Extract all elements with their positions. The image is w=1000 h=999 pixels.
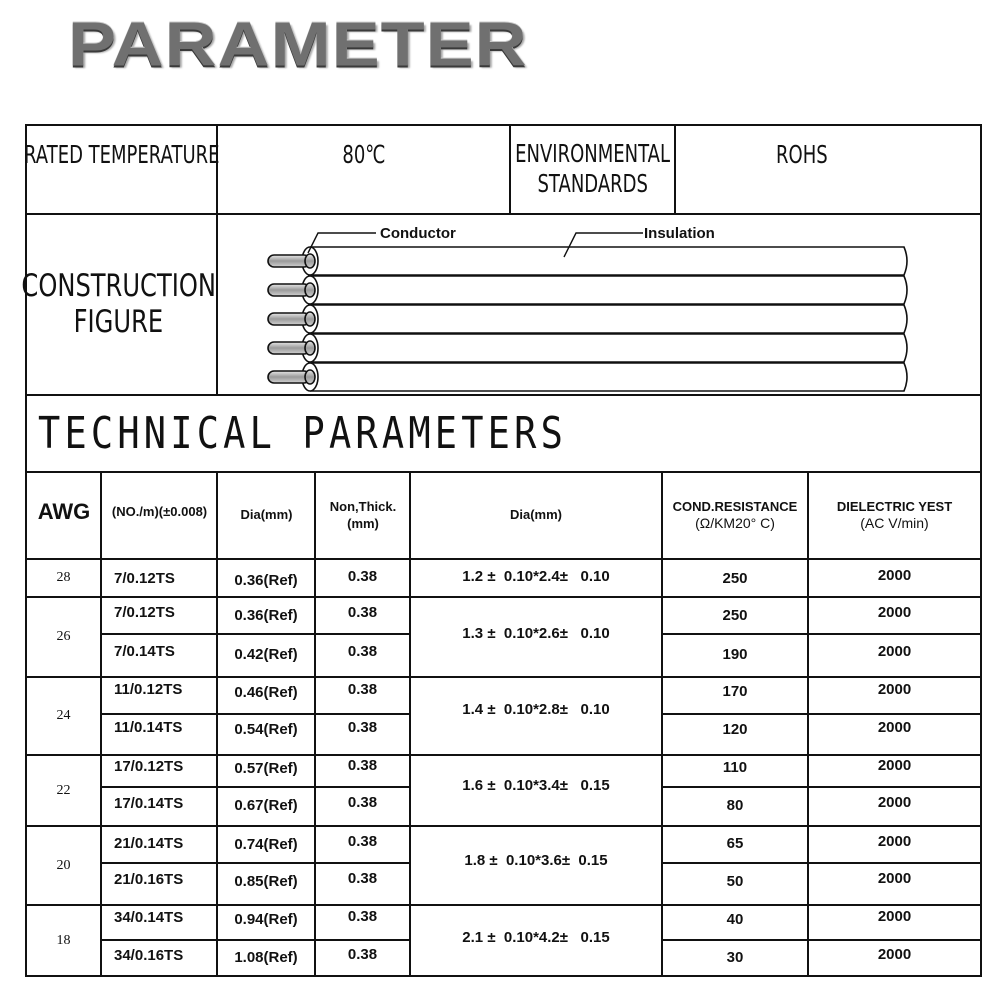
table-row [663, 560, 807, 596]
thickness-value: 0.38 [347, 945, 378, 963]
col-header-thickness [316, 473, 410, 558]
table-row [102, 635, 202, 667]
construction-label-line2: FIGURE [73, 303, 164, 340]
rated-temperature-label [23, 126, 220, 184]
strand-value: 34/0.16TS [114, 946, 184, 964]
overall-dia-cell [411, 906, 661, 968]
dielectric-value: 2000 [877, 642, 912, 660]
overall-dia-value: 1.3 ± 0.10*2.6± 0.10 [462, 624, 610, 642]
dia-value: 0.46(Ref) [234, 683, 298, 701]
dielectric-value: 2000 [877, 566, 912, 584]
table-row [809, 900, 980, 932]
insulation-label: Insulation [644, 225, 715, 242]
thickness-value: 0.38 [347, 603, 378, 621]
table-row [663, 675, 807, 707]
resistance-value: 80 [726, 796, 744, 814]
col-header-awg [27, 473, 101, 551]
dia-value: 0.36(Ref) [234, 606, 298, 624]
overall-dia-value: 2.1 ± 0.10*4.2± 0.15 [462, 928, 610, 946]
resistance-value: 50 [726, 872, 744, 890]
table-row [102, 596, 202, 628]
dia-value: 0.85(Ref) [234, 872, 298, 890]
table-row [218, 903, 314, 935]
strand-value: 11/0.12TS [114, 680, 183, 698]
table-row [218, 941, 314, 973]
table-row [316, 673, 409, 705]
col-header-strand [102, 473, 217, 551]
table-row [218, 752, 314, 784]
awg-cell [27, 598, 100, 676]
table-row [218, 828, 314, 860]
table-row [663, 827, 807, 859]
table-row [218, 789, 314, 821]
table-row [809, 786, 980, 818]
table-row [809, 673, 980, 705]
table-row [663, 751, 807, 783]
dia-header-text: Dia(mm) [240, 507, 293, 523]
table-row [218, 713, 314, 745]
conductor-label: Conductor [380, 225, 456, 242]
resistance-value: 190 [722, 645, 748, 663]
table-row [316, 786, 409, 818]
dia-value: 0.42(Ref) [234, 645, 298, 663]
thickness-value: 0.38 [347, 567, 378, 585]
table-row [663, 637, 807, 671]
wire-5 [268, 363, 907, 391]
dia-value: 0.67(Ref) [234, 796, 298, 814]
page-title: PARAMETER [68, 10, 528, 80]
col-header-dielectric [809, 473, 980, 558]
table-row [809, 596, 980, 628]
resistance-value: 65 [726, 834, 744, 852]
cable-construction-figure [218, 215, 980, 394]
ribbon-cable-drawing [268, 247, 907, 391]
dia-value: 0.94(Ref) [234, 910, 298, 928]
strand-value: 7/0.14TS [114, 642, 175, 660]
table-row [316, 862, 409, 894]
thickness-value: 0.38 [347, 680, 378, 698]
awg-cell [27, 756, 100, 825]
dia-value: 0.54(Ref) [234, 720, 298, 738]
resistance-value: 250 [722, 606, 748, 624]
overall-dia-cell [411, 827, 661, 893]
dia-value: 0.36(Ref) [234, 571, 298, 589]
strand-value: 17/0.12TS [114, 757, 184, 775]
table-row [218, 676, 314, 708]
dielectric-value: 2000 [877, 793, 912, 811]
table-row [663, 789, 807, 821]
table-row [102, 787, 202, 819]
dia-value: 0.57(Ref) [234, 759, 298, 777]
thickness-value: 0.38 [347, 907, 378, 925]
thickness-value: 0.38 [347, 642, 378, 660]
table-row [218, 637, 314, 671]
strand-value: 11/0.14TS [114, 718, 183, 736]
dielectric-value: 2000 [877, 680, 912, 698]
table-row [316, 635, 409, 667]
table-row [663, 903, 807, 935]
env-value-text: ROHS [776, 140, 828, 169]
table-row [809, 938, 980, 970]
overall-dia-value: 1.6 ± 0.10*3.4± 0.15 [462, 776, 610, 794]
table-row [102, 939, 202, 971]
col-header-dia [218, 473, 315, 558]
awg-cell [27, 827, 100, 904]
resistance-header-line1: COND.RESISTANCE [672, 498, 798, 514]
strand-value: 7/0.12TS [114, 569, 175, 587]
dia-value: 0.74(Ref) [234, 835, 298, 853]
environmental-standards-label [511, 126, 674, 212]
thick-header-line1: Non,Thick. [329, 499, 397, 515]
overall-dia-value: 1.2 ± 0.10*2.4± 0.10 [462, 567, 610, 585]
dielectric-value: 2000 [877, 718, 912, 736]
resistance-value: 30 [726, 948, 744, 966]
awg-value: 28 [56, 570, 71, 585]
table-row [102, 711, 202, 743]
table-row [809, 557, 980, 593]
table-row [102, 750, 202, 782]
strand-value: 21/0.16TS [114, 870, 184, 888]
table-row [102, 901, 202, 933]
table-row [218, 562, 314, 598]
technical-heading-text: TECHNICAL PARAMETERS [38, 408, 568, 459]
awg-value: 20 [56, 857, 71, 873]
awg-value: 22 [56, 782, 71, 798]
wire-3 [268, 305, 907, 333]
overall-dia-cell [411, 558, 661, 594]
dielectric-value: 2000 [877, 832, 912, 850]
overall-dia-header-text: Dia(mm) [509, 507, 562, 523]
table-row [316, 711, 409, 743]
overall-dia-value: 1.4 ± 0.10*2.8± 0.10 [462, 700, 610, 718]
environmental-standards-value [676, 126, 928, 184]
dielectric-value: 2000 [877, 869, 912, 887]
strand-value: 21/0.14TS [114, 834, 184, 852]
table-row [102, 827, 202, 859]
table-row [663, 865, 807, 897]
table-row [316, 749, 409, 781]
dielectric-value: 2000 [877, 756, 912, 774]
awg-cell [27, 560, 100, 596]
resistance-value: 250 [722, 569, 748, 587]
table-row [809, 825, 980, 857]
strand-header-text: (NO./m)(±0.008) [111, 503, 208, 519]
awg-cell [27, 906, 100, 975]
table-row [218, 865, 314, 897]
overall-dia-cell [411, 678, 661, 740]
resistance-value: 170 [722, 682, 748, 700]
table-row [218, 598, 314, 632]
table-row [102, 560, 202, 596]
awg-cell [27, 678, 100, 754]
table-row [102, 673, 202, 705]
table-row [316, 825, 409, 857]
resistance-header-line2: (Ω/KM20° C) [695, 515, 775, 532]
col-header-resistance [662, 473, 808, 558]
thick-header-line2: (mm) [347, 515, 379, 531]
table-row [809, 711, 980, 743]
table-row [663, 941, 807, 973]
thickness-value: 0.38 [347, 869, 378, 887]
awg-value: 18 [56, 932, 71, 948]
thickness-value: 0.38 [347, 832, 378, 850]
strand-value: 17/0.14TS [114, 794, 184, 812]
wire-2 [268, 276, 907, 304]
thickness-value: 0.38 [347, 718, 378, 736]
table-row [809, 862, 980, 894]
resistance-value: 110 [722, 758, 748, 776]
awg-value: 26 [56, 629, 71, 644]
table-row [316, 900, 409, 932]
dielectric-value: 2000 [877, 907, 912, 925]
dia-value: 1.08(Ref) [234, 948, 298, 966]
table-row [663, 713, 807, 745]
construction-figure-label [21, 215, 216, 394]
table-row [316, 938, 409, 970]
overall-dia-value: 1.8 ± 0.10*3.6± 0.15 [464, 851, 608, 869]
table-row [102, 863, 202, 895]
wire-1 [268, 247, 907, 275]
table-row [316, 596, 409, 628]
dielectric-value: 2000 [877, 603, 912, 621]
overall-dia-cell [411, 598, 661, 668]
rated-temperature-value [218, 126, 509, 184]
rated-temperature-value-text: 80℃ [341, 140, 386, 169]
table-row [809, 749, 980, 781]
env-label-line2: STANDARDS [537, 169, 648, 198]
awg-value: 24 [56, 708, 71, 723]
dielectric-header-line1: DIELECTRIC YEST [836, 498, 953, 514]
resistance-value: 120 [722, 720, 748, 738]
thickness-value: 0.38 [347, 793, 378, 811]
col-header-overall-dia [411, 473, 661, 558]
construction-label-line1: CONSTRUCTION [21, 267, 216, 304]
resistance-value: 40 [726, 910, 744, 928]
awg-header-text: AWG [37, 499, 91, 524]
dielectric-value: 2000 [877, 945, 912, 963]
table-row [316, 558, 409, 594]
technical-parameters-heading [38, 396, 968, 471]
strand-value: 34/0.14TS [114, 908, 184, 926]
dielectric-header-line2: (AC V/min) [860, 515, 929, 532]
table-row [663, 598, 807, 632]
strand-value: 7/0.12TS [114, 603, 175, 621]
table-row [809, 635, 980, 667]
rated-temperature-text: RATED TEMPERATURE [23, 140, 220, 169]
overall-dia-cell [411, 756, 661, 814]
wire-4 [268, 334, 907, 362]
env-label-line1: ENVIRONMENTAL [515, 139, 670, 168]
thickness-value: 0.38 [347, 756, 378, 774]
